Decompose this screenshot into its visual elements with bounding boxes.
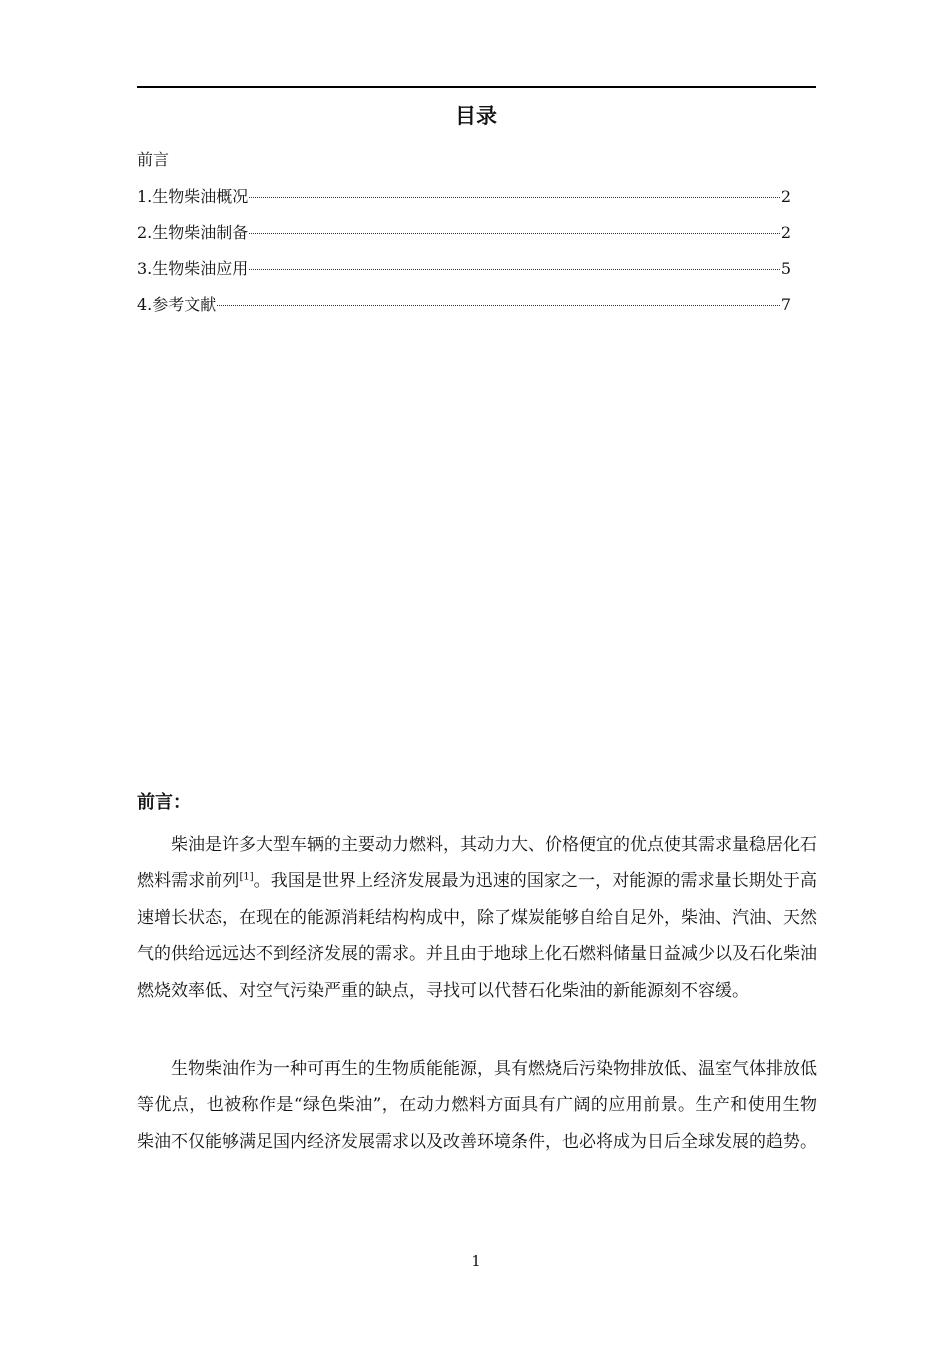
toc-entry-label: 1.生物柴油概况: [137, 187, 249, 206]
preface-paragraph-2: 生物柴油作为一种可再生的生物质能能源，具有燃烧后污染物排放低、温室气体排放低等优点，也被称作是“绿色柴油”，在动力燃料方面具有广阔的应用前景。生产和使用生物柴油不仅能够满足国内经济发展需求以及改善环境条件，也必将成为日后全球发展的趋势。: [137, 1059, 817, 1152]
page-number: 1: [471, 1252, 481, 1270]
paragraph-text: 柴油是许多大型车辆的主要动力燃料，其动力大、价格便宜的优点使其需求量稳居化石燃料需求前列: [137, 835, 817, 892]
toc-title: 目录: [455, 104, 497, 128]
toc-entry[interactable]: [137, 257, 791, 293]
toc-entry-page: 5: [780, 259, 791, 278]
toc-entry-label: 4.参考文献: [137, 295, 217, 314]
header-rule: [137, 86, 816, 88]
toc-leader-dots: [249, 197, 780, 198]
toc-leader-dots: [249, 233, 780, 234]
toc-entry-label: 2.生物柴油制备: [137, 223, 249, 242]
toc-entry-label: 3.生物柴油应用: [137, 259, 249, 278]
toc-entry-preface[interactable]: 前言: [137, 150, 170, 169]
toc-entry[interactable]: [137, 293, 791, 329]
preface-heading: 前言：: [137, 792, 191, 813]
toc-entry-page: 2: [780, 223, 791, 242]
paragraph-text: 。我国是世界上经济发展最为迅速的国家之一，对能源的需求量长期处于高速增长状态，在现在的能源消耗结构构成中，除了煤炭能够自给自足外，柴油、汽油、天然气的供给远远达不到经济发展的需求。并且由于地球上化石燃料储量日益减少以及石化柴油燃烧效率低、对空气污染严重的缺点，寻找可以代替石化柴油的新能源刻不容缓。: [137, 871, 818, 1001]
citation-reference[interactable]: [1]: [239, 871, 254, 883]
toc-leader-dots: [217, 305, 780, 306]
toc-entry[interactable]: [137, 185, 791, 221]
preface-paragraph-1: [137, 827, 817, 1009]
toc-entry-page: 2: [780, 187, 791, 206]
toc-leader-dots: [249, 269, 780, 270]
toc-entry[interactable]: [137, 221, 791, 257]
toc-entry-page: 7: [780, 295, 791, 314]
toc-list: [137, 185, 791, 329]
